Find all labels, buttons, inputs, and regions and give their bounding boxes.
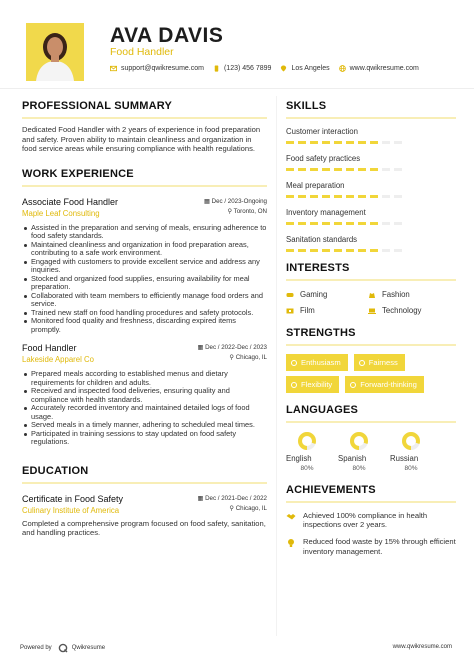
skill-level-segment — [394, 195, 402, 198]
skill-name: Customer interaction — [286, 127, 358, 136]
skill-level-segment — [358, 141, 366, 144]
language-level-ring — [401, 431, 421, 451]
contact-bar — [110, 65, 428, 72]
contact-website[interactable] — [339, 65, 419, 72]
calendar-icon: ▦ — [197, 494, 206, 502]
achievement-item: Achieved 100% compliance in health inspections over 2 years. — [286, 511, 456, 529]
skill-level-segment — [370, 195, 378, 198]
job-entry — [22, 343, 267, 447]
skill-level-segment — [334, 222, 342, 225]
experience-section — [22, 168, 267, 447]
skill-name: Meal preparation — [286, 181, 345, 190]
skill-level-segment — [370, 222, 378, 225]
experience-underline — [22, 185, 267, 187]
location-pin-icon: ⚲ — [227, 207, 234, 215]
candidate-name: AVA DAVIS — [110, 24, 224, 47]
education-underline — [22, 482, 267, 484]
strengths-title: STRENGTHS — [286, 327, 356, 339]
interest-item: Film — [286, 306, 368, 315]
film-icon — [286, 307, 294, 315]
language-percent: 80% — [352, 465, 366, 472]
skill-level-segment — [322, 141, 330, 144]
skill-item — [286, 208, 456, 225]
location-text: Los Angeles — [291, 65, 330, 72]
list-item: Stocked and organized food supplies, ensuring availability for meal preparation. — [22, 275, 267, 292]
skill-level-segment — [370, 141, 378, 144]
language-name: Russian — [390, 454, 419, 463]
strengths-section — [286, 327, 456, 398]
strengths-underline — [286, 344, 456, 346]
achievements-title: ACHIEVEMENTS — [286, 484, 376, 496]
language-percent: 80% — [300, 465, 314, 472]
skill-level-segment — [286, 141, 294, 144]
technology-icon — [368, 307, 376, 315]
circle-icon — [291, 360, 297, 366]
skill-level-segment — [298, 168, 306, 171]
skill-level-segment — [346, 168, 354, 171]
job-dates: ▦ Dec / 2022-Dec / 2023 — [197, 344, 267, 352]
footer-url[interactable]: www.qwikresume.com — [392, 644, 452, 650]
column-divider — [276, 96, 277, 636]
language-level-ring — [349, 431, 369, 451]
school-name: Culinary Institute of America — [22, 505, 120, 515]
skill-level-segment — [322, 195, 330, 198]
phone-icon — [213, 65, 220, 72]
skill-level-segment — [358, 249, 366, 252]
left-column — [22, 96, 267, 538]
skill-name: Sanitation standards — [286, 235, 358, 244]
skill-level-segment — [286, 195, 294, 198]
skill-level-segment — [298, 222, 306, 225]
handshake-icon — [286, 512, 296, 522]
list-item: Prepared meals according to established menus and dietary requirements for children and adults. — [22, 370, 267, 387]
job-title: Associate Food Handler — [22, 196, 119, 207]
skill-level-segment — [394, 222, 402, 225]
job-location: ⚲ Chicago, IL — [229, 354, 267, 362]
powered-by: Powered by Qwikresume — [20, 645, 106, 651]
right-column — [286, 96, 456, 556]
language-percent: 80% — [404, 465, 418, 472]
degree-title: Certificate in Food Safety — [22, 493, 124, 504]
skill-level-segment — [310, 249, 318, 252]
contact-location — [280, 65, 329, 72]
skill-level-segment — [310, 195, 318, 198]
skill-level-segment — [382, 141, 390, 144]
skill-level-segment — [310, 222, 318, 225]
email-icon — [110, 65, 117, 72]
website-text: www.qwikresume.com — [349, 65, 419, 72]
skill-level-segment — [310, 141, 318, 144]
skill-item — [286, 181, 456, 198]
skill-level-segment — [322, 168, 330, 171]
language-item — [286, 431, 328, 472]
strengths-tags — [286, 354, 456, 398]
company-name: Maple Leaf Consulting — [22, 208, 100, 218]
contact-email[interactable] — [110, 65, 204, 72]
location-pin-icon: ⚲ — [229, 354, 236, 362]
skill-level-segment — [286, 222, 294, 225]
circle-icon — [291, 382, 297, 388]
skill-item — [286, 235, 456, 252]
skill-level-segment — [382, 222, 390, 225]
job-location: ⚲ Toronto, ON — [227, 207, 267, 215]
skill-level-segment — [370, 249, 378, 252]
skill-level-bar — [286, 168, 456, 171]
skill-level-segment — [382, 195, 390, 198]
calendar-icon: ▦ — [197, 344, 206, 352]
profile-photo — [26, 23, 84, 81]
list-item: Trained new staff on food handling procedures and safety protocols. — [22, 309, 267, 318]
list-item: Monitored food quality and freshness, discarding expired items promptly. — [22, 317, 267, 334]
circle-icon — [359, 360, 365, 366]
strength-tag: Enthusiasm — [286, 354, 348, 371]
language-level-ring — [297, 431, 317, 451]
skill-level-segment — [298, 195, 306, 198]
skill-item — [286, 154, 456, 171]
skill-level-segment — [394, 168, 402, 171]
list-item: Participated in training sessions to stay updated on food safety regulations. — [22, 430, 267, 447]
qwikresume-logo-icon — [58, 643, 68, 653]
skill-level-segment — [358, 195, 366, 198]
skill-level-segment — [286, 249, 294, 252]
skill-level-segment — [334, 141, 342, 144]
skill-level-segment — [358, 222, 366, 225]
achievement-item: Reduced food waste by 15% through efficient inventory management. — [286, 537, 456, 555]
list-item: Accurately recorded inventory and maintained detailed logs of food usage. — [22, 404, 267, 421]
skill-level-bar — [286, 249, 456, 252]
job-dates: ▦ Dec / 2023-Ongoing — [204, 197, 267, 205]
list-item: Maintained cleanliness and organization in food preparation areas, contributing to a safe work environment. — [22, 241, 267, 258]
circle-icon — [350, 382, 356, 388]
globe-icon — [339, 65, 346, 72]
interests-underline — [286, 279, 456, 281]
skill-level-segment — [310, 168, 318, 171]
skill-level-segment — [298, 141, 306, 144]
list-item: Received and inspected food deliveries, ensuring quality and compliance with health standards. — [22, 387, 267, 404]
language-name: Spanish — [338, 454, 367, 463]
email-text: support@qwikresume.com — [121, 65, 204, 72]
experience-title: WORK EXPERIENCE — [22, 167, 134, 180]
summary-title: PROFESSIONAL SUMMARY — [22, 100, 173, 112]
education-section — [22, 465, 267, 538]
interests-list — [286, 290, 456, 315]
summary-section — [22, 100, 267, 154]
skill-level-segment — [298, 249, 306, 252]
location-pin-icon: ⚲ — [229, 504, 236, 512]
achievements-section — [286, 484, 456, 556]
skill-item — [286, 127, 456, 144]
skill-level-segment — [382, 168, 390, 171]
languages-title: LANGUAGES — [286, 404, 359, 416]
skill-name: Food safety practices — [286, 154, 361, 163]
job-entry — [22, 197, 267, 335]
skill-level-segment — [334, 168, 342, 171]
list-item: Assisted in the preparation and serving of meals, ensuring adherence to food safety standards. — [22, 224, 267, 241]
interest-item: Gaming — [286, 290, 368, 299]
skill-level-bar — [286, 222, 456, 225]
interests-title: INTERESTS — [286, 262, 350, 274]
header-divider — [0, 88, 474, 89]
interest-item: Fashion — [368, 290, 450, 299]
strength-tag: Fairness — [354, 354, 405, 371]
skills-underline — [286, 117, 456, 119]
summary-text: Dedicated Food Handler with 2 years of experience in food preparation and safety. Proven ability to maintain cleanliness and organization in food service areas while ensuring compliance with health regulations. — [22, 125, 261, 154]
skill-level-segment — [394, 249, 402, 252]
strength-tag: Forward-thinking — [345, 376, 424, 393]
summary-underline — [22, 117, 267, 119]
resume-header — [0, 0, 474, 92]
interest-item: Technology — [368, 306, 450, 315]
strength-tag: Flexibility — [286, 376, 339, 393]
footer — [0, 636, 474, 670]
education-description: Completed a comprehensive program focused on food safety, sanitation, and handling practices. — [22, 518, 266, 538]
skill-level-segment — [358, 168, 366, 171]
job-bullets — [22, 370, 267, 447]
candidate-role: Food Handler — [110, 46, 174, 58]
skill-level-segment — [322, 249, 330, 252]
company-name: Lakeside Apparel Co — [22, 355, 94, 365]
language-name: English — [286, 454, 312, 463]
fashion-icon — [368, 291, 376, 299]
list-item: Served meals in a timely manner, adhering to scheduled meal times. — [22, 421, 267, 430]
languages-list — [286, 431, 456, 472]
skill-level-segment — [322, 222, 330, 225]
education-title: EDUCATION — [22, 464, 89, 477]
list-item: Engaged with customers to provide excellent service and address any inquiries. — [22, 258, 267, 275]
education-location: ⚲ Chicago, IL — [229, 504, 267, 512]
list-item: Collaborated with team members to efficiently manage food orders and service. — [22, 292, 267, 309]
languages-underline — [286, 421, 456, 423]
skills-list — [286, 127, 456, 252]
languages-section — [286, 404, 456, 472]
skill-level-segment — [346, 222, 354, 225]
skill-level-segment — [346, 141, 354, 144]
job-title: Food Handler — [22, 343, 77, 354]
skill-level-segment — [382, 249, 390, 252]
skill-level-bar — [286, 195, 456, 198]
calendar-icon: ▦ — [204, 197, 212, 205]
education-dates: ▦ Dec / 2021-Dec / 2022 — [197, 494, 267, 502]
skill-level-segment — [286, 168, 294, 171]
location-pin-icon — [280, 65, 287, 72]
skill-level-segment — [346, 249, 354, 252]
language-item — [390, 431, 432, 472]
phone-text: (123) 456 7899 — [223, 65, 272, 72]
skills-section — [286, 100, 456, 252]
education-entry — [22, 494, 267, 538]
skill-level-segment — [370, 168, 378, 171]
skill-level-segment — [334, 249, 342, 252]
skill-level-bar — [286, 141, 456, 144]
gaming-icon — [286, 291, 294, 299]
skills-title: SKILLS — [286, 100, 327, 112]
interests-section — [286, 262, 456, 315]
job-bullets — [22, 224, 267, 335]
skill-level-segment — [394, 141, 402, 144]
skill-level-segment — [334, 195, 342, 198]
lightbulb-icon — [286, 538, 296, 548]
skill-level-segment — [346, 195, 354, 198]
contact-phone[interactable] — [213, 65, 271, 72]
brand-name[interactable]: Qwikresume — [71, 645, 106, 651]
achievements-underline — [286, 501, 456, 503]
language-item — [338, 431, 380, 472]
skill-name: Inventory management — [286, 208, 366, 217]
